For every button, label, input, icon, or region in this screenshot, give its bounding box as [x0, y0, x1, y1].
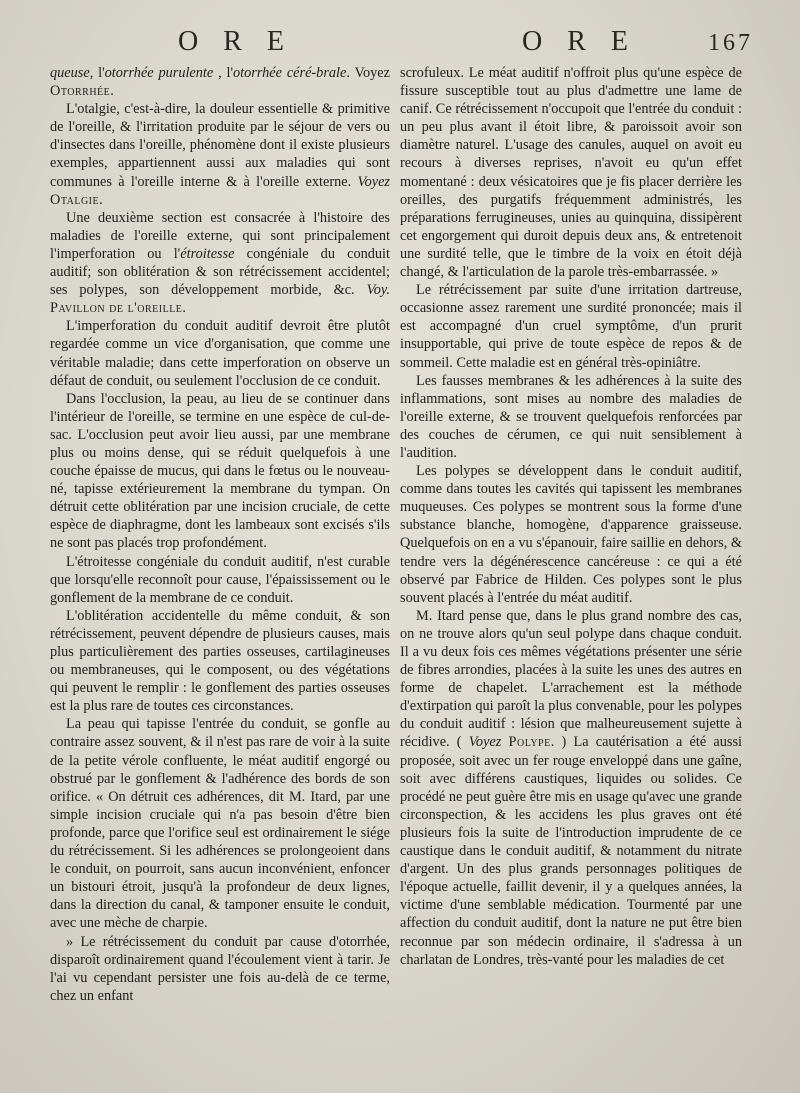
- paragraph-otalgie: [50, 100, 390, 209]
- paragraph-peau: La peau qui tapisse l'entrée du conduit, se gonfle au contraire assez souvent, & il n'est pas rare de voir à la suite de la petite vérole confluente, le méat auditif engorgé ou obstrué par le gonflement & l'adhérence des bords de son orifice. « On détruit ces adhérences, dit M. Itard, par une simple incision cruciale qui n'a pas besoin d'être bien profonde, parce que l'orifice seul est ordinairement le siége du rétrécissement. Si les adhérences se prolongeoient dans le conduit, on pourroit, sans aucun inconvénient, enfoncer un bistouri étroit, jusqu'à la profondeur de deux lignes, dans la direction du canal, & tamponer ensuite le conduit, avec une mèche de charpie.: [50, 716, 390, 932]
- italic-term: otorrhée céré-brale: [233, 65, 347, 81]
- paragraph-dartreuse: Le rétrécissement par suite d'une irritation dartreuse, occasionne assez rarement une surdité prononcée; mais il est accompagné d'un cruel symptôme, d'un prurit insupportable, qui prive de toute espèce de repos & de sommeil. Cette maladie est en général très-opiniâtre.: [400, 282, 742, 371]
- paragraph-polypes: Les polypes se développent dans le conduit auditif, comme dans toutes les cavités qui tapissent les membranes muqueuses. Ces polypes se montrent sous la forme d'une substance blanche, homogène, d'apparence graisseuse. Quelquefois on en a vu s'épanouir, faire saillie en dehors, & tendre vers la dégénérescence cancéreuse : ce qui a été observé par Fabrice de Hilden. Ces polypes sont le plus souvent placés à l'entrée du méat auditif.: [400, 463, 742, 606]
- italic-term: étroitesse: [180, 245, 235, 262]
- left-column: [50, 64, 390, 1005]
- text-run: .: [110, 83, 114, 100]
- paragraph-continuation: [50, 64, 390, 100]
- paragraph-continuation: scrofuleux. Le méat auditif n'offroit plus qu'une espèce de fissure susceptible tout au plus d'admettre une lame de canif. Ce rétrécissement n'occupoit que l'entrée du conduit : un peu plus avant il étoit libre, & paroissoit avoir son diamètre naturel. L'usage des canules, auquel on avoit eu recours à diverses reprises, n'avoit eu qu'un effet momentané : deux vésicatoires que je fis placer derrière les oreilles, des purgatifs fréquemment administrés, les préparations ferrugineuses, unies au quinquina, dissipèrent cet engorgement qui duroit depuis deux ans, & entretenoit une surdité telle, que le timbre de la voix en étoit déjà changé, & l'articulation de la parole très-embarrassée. »: [400, 65, 742, 281]
- text-run: , l': [89, 65, 105, 81]
- text-run: L'otalgie, c'est-à-dire, la douleur essentielle & primitive de l'oreille, & l'irritation produite par le séjour de vers ou d'insectes dans l'oreille, phénomène dont il existe plusieurs exemples, appartiennent aussi aux maladies qui sont communes à l'oreille interne & à l'oreille externe.: [50, 101, 390, 190]
- cross-reference: Otorrhée: [50, 83, 111, 100]
- text-run: Une deuxième section est consacrée à l'histoire des maladies de l'oreille externe, qui sont principalement l'imperforation ou l': [50, 209, 390, 262]
- cross-reference: Polype: [508, 734, 551, 751]
- text-run: congéniale du conduit auditif; son oblitération & son rétrécissement accidentel; ses polypes, son développement morbide, &c.: [50, 245, 390, 299]
- text-run: . Voyez: [346, 65, 390, 81]
- cross-reference: Otalgie: [50, 191, 100, 208]
- paragraph-second-section: [50, 209, 390, 318]
- running-title-right: O R E: [522, 26, 637, 57]
- running-title-left: O R E: [178, 26, 293, 57]
- text-run: , l': [213, 65, 234, 81]
- cross-reference: Pavillon de l'oreille: [50, 300, 183, 317]
- text-run: M. Itard pense que, dans le plus grand nombre des cas, on ne trouve alors qu'un seul polype dans chaque conduit. Il a vu deux fois ces mêmes végétations présenter une série de fibres arrondies, placées à la suite les unes des autres en forme de chapelet. L'arrachement est la méthode d'extirpation qui paroît la plus convenable, pour les polypes du conduit auditif : lésion que malheureusement sujette à récidive. (: [400, 607, 742, 751]
- text-run: .: [99, 191, 103, 208]
- paragraph-obliteration: L'oblitération accidentelle du même conduit, & son rétrécissement, peuvent dépendre de plusieurs causes, mais plus particulièrement des parties osseuses, cartilagineuses ou membraneuses, qui le composent, ou des végétations qui peuvent le remplir : le gonflement des parties osseuses est la plus rare de toutes ces circonstances.: [50, 607, 390, 715]
- text-run: . ) La cautérisation a été aussi proposée, soit avec un fer rouge enveloppé dans une gaîne, soit avec différens caustiques, liquides ou solides. Ce procédé ne peut guère être mis en usage qu'avec une grande circonspection, & les accidens les plus graves ont été plusieurs fois la suite de l'introduction imprudente de ce caustique dans le conduit auditif, & notamment du nitrate d'argent. Un des plus grands personnages politiques de l'époque actuelle, faillit devenir, il y a quelques années, la victime d'une semblable médication. Tourmenté par une affection du conduit auditif, dont la nature ne put être bien reconnue par son médecin ordinaire, il s'adressa à un charlatan de Londres, très-vanté pour les maladies de cet: [400, 734, 742, 968]
- paragraph-retrecissement: » Le rétrécissement du conduit par cause d'otorrhée, disparoît ordinairement quand l'écoulement vient à tarir. Je l'ai vu cependant persister une fois au-delà de ce terme, chez un enfant: [50, 933, 390, 1004]
- right-column: [400, 64, 742, 969]
- paragraph-fausses-membranes: Les fausses membranes & les adhérences à la suite des inflammations, sont mises au nombre des maladies de l'oreille externe, & se trouvent quelquefois renforcées par des couches de cérumen, ce qui nuit sensiblement à l'audition.: [400, 372, 742, 461]
- text-run: .: [182, 300, 186, 317]
- paragraph-imperforation: L'imperforation du conduit auditif devroit être plutôt regardée comme un vice d'organisation, que comme une véritable maladie; dans cette imperforation on observe un défaut de conduit, ou seulement l'occlusion de ce conduit.: [50, 318, 390, 389]
- italic-term: queuse: [50, 65, 90, 81]
- text-run: [501, 734, 508, 750]
- italic-term: Voyez: [357, 173, 390, 190]
- paragraph-occlusion: Dans l'occlusion, la peau, au lieu de se continuer dans l'intérieur de l'oreille, se termine en une espèce de cul-de-sac. L'occlusion peut avoir lieu aussi, par une membrane plus ou moins dense, qui se réduit quelquefois à une couche épaisse de mucus, qui dans le fœtus ou le nouveau-né, tapisse extérieurement la membrane du tympan. On détruit cette oblitération par une incision cruciale, de cette espèce de diaphragme, dont les lambeaux sont excisés s'ils ne sont pas placés trop profondément.: [50, 390, 390, 552]
- italic-term: Voy.: [366, 282, 390, 299]
- italic-term: Voyez: [468, 734, 502, 751]
- running-head: [0, 26, 800, 60]
- paragraph-etroitesse: L'étroitesse congéniale du conduit auditif, n'est curable que lorsqu'elle reconnoît pour cause, l'épaississement ou le gonflement de la membrane de ce conduit.: [50, 553, 390, 606]
- page-number: 167: [708, 30, 753, 56]
- italic-term: otorrhée purulente: [104, 65, 214, 81]
- paragraph-itard: [400, 607, 742, 969]
